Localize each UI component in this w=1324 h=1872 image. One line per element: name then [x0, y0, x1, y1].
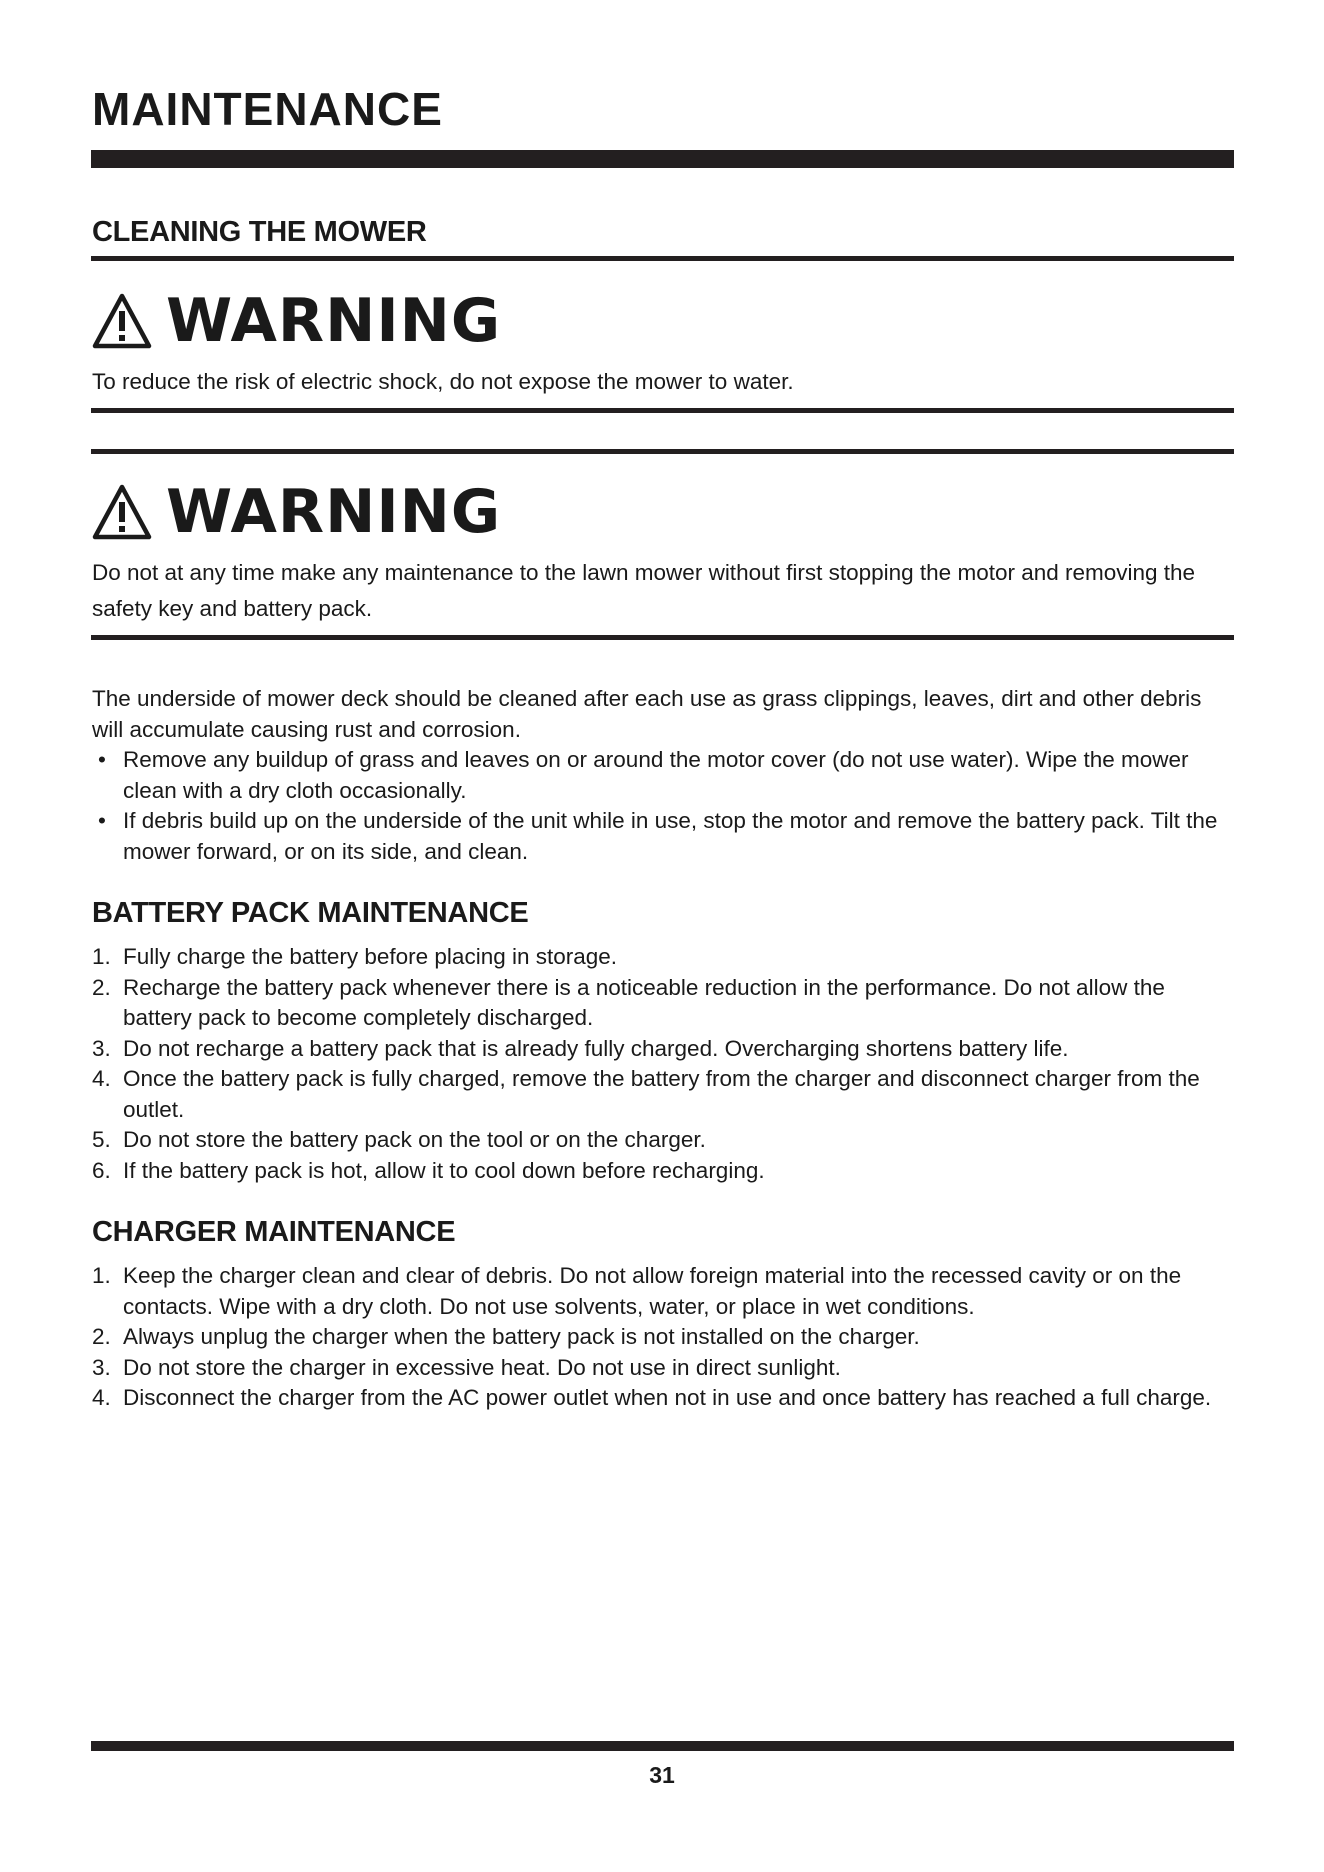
- list-number: 1.: [92, 944, 111, 969]
- warning-text: Do not at any time make any maintenance to the lawn mower without first stopping the motor and removing the safety key and battery pack.: [92, 560, 1196, 621]
- list-item: [92, 942, 1237, 973]
- list-item-text: If the battery pack is hot, allow it to cool down before recharging.: [123, 1157, 765, 1183]
- list-item-text: Remove any buildup of grass and leaves on or around the motor cover (do not use water). Wipe the mower clean with a dry cloth occasionally.: [123, 747, 1189, 803]
- list-item: [92, 1034, 1237, 1065]
- list-item-text: If debris build up on the underside of the unit while in use, stop the motor and remove the battery pack. Tilt the mower forward, or on its side, and clean.: [123, 808, 1218, 864]
- list-item-text: Disconnect the charger from the AC power outlet when not in use and once battery has reached a full charge.: [123, 1385, 1212, 1410]
- list-number: 2.: [92, 1324, 111, 1349]
- list-number: 5.: [92, 1127, 111, 1152]
- list-item: [92, 806, 1237, 867]
- section-heading-cleaning: CLEANING THE MOWER: [92, 216, 427, 248]
- warning-divider: [91, 449, 1234, 454]
- cleaning-intro: The underside of mower deck should be cleaned after each use as grass clippings, leaves, dirt and other debris will accumulate causing rust and corrosion.: [92, 686, 1202, 742]
- section-divider: [91, 256, 1234, 261]
- list-item-text: Once the battery pack is fully charged, remove the battery from the charger and disconnect charger from the outlet.: [123, 1066, 1200, 1122]
- charger-list: [92, 1261, 1237, 1414]
- list-item: [92, 1125, 1237, 1156]
- warning-label: WARNING: [166, 477, 502, 547]
- list-item: [92, 1064, 1237, 1125]
- warning-divider: [91, 635, 1234, 640]
- list-number: 4.: [92, 1066, 111, 1091]
- list-item: [92, 1322, 1237, 1353]
- list-item: [92, 745, 1237, 806]
- list-item-text: Do not store the battery pack on the tool or on the charger.: [123, 1127, 706, 1152]
- list-number: 4.: [92, 1385, 111, 1410]
- warning-divider: [91, 408, 1234, 413]
- section-heading-charger: CHARGER MAINTENANCE: [92, 1216, 456, 1248]
- footer-divider-bar: [91, 1741, 1234, 1751]
- warning-header: [92, 477, 502, 547]
- bullet-marker: •: [98, 747, 106, 772]
- list-number: 3.: [92, 1354, 111, 1380]
- list-item-text: Do not store the charger in excessive heat. Do not use in direct sunlight.: [123, 1354, 841, 1380]
- battery-list: [92, 942, 1237, 1186]
- warning-triangle-icon: [92, 293, 152, 349]
- warning-label: WARNING: [166, 286, 502, 356]
- list-number: 2.: [92, 974, 111, 1000]
- cleaning-bullet-list: [92, 745, 1237, 867]
- cleaning-body: [92, 684, 1237, 867]
- list-item: [92, 973, 1237, 1034]
- list-number: 6.: [92, 1157, 111, 1183]
- list-item: [92, 1353, 1237, 1384]
- list-item-text: Recharge the battery pack whenever there is a noticeable reduction in the performance. Do not allow the battery pack to become completely discharged.: [123, 974, 1165, 1030]
- list-item: [92, 1383, 1237, 1414]
- warning-triangle-icon: [92, 484, 152, 540]
- list-number: 3.: [92, 1035, 111, 1061]
- warning-header: [92, 286, 502, 356]
- list-item-text: Always unplug the charger when the battery pack is not installed on the charger.: [123, 1324, 920, 1349]
- list-item-text: Keep the charger clean and clear of debris. Do not allow foreign material into the recessed cavity or on the contacts. Wipe with a dry cloth. Do not use solvents, water, or place in wet conditions.: [123, 1263, 1182, 1319]
- page-title: MAINTENANCE: [92, 83, 443, 135]
- section-heading-battery: BATTERY PACK MAINTENANCE: [92, 897, 529, 929]
- page-number: 31: [649, 1762, 675, 1788]
- warning-text: To reduce the risk of electric shock, do not expose the mower to water.: [92, 369, 794, 394]
- list-number: 1.: [92, 1263, 111, 1288]
- title-divider-bar: [91, 150, 1234, 168]
- list-item-text: Do not recharge a battery pack that is already fully charged. Overcharging shortens battery life.: [123, 1035, 1069, 1061]
- list-item-text: Fully charge the battery before placing in storage.: [123, 944, 618, 969]
- list-item: [92, 1261, 1237, 1322]
- bullet-marker: •: [98, 808, 106, 833]
- list-item: [92, 1156, 1237, 1187]
